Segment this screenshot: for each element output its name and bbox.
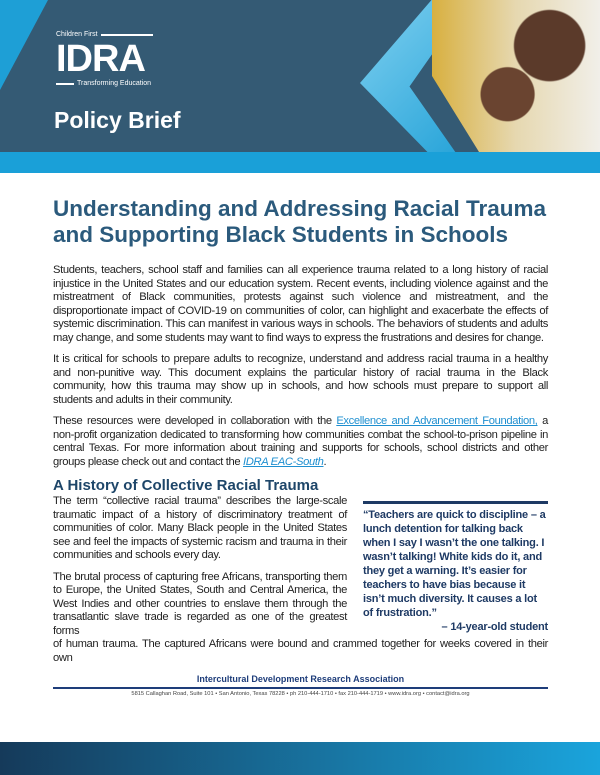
policy-brief-label: Policy Brief [54, 107, 181, 133]
students-photo [432, 0, 600, 152]
footer-band [0, 742, 600, 775]
banner-accent [0, 0, 48, 90]
idra-logo [56, 30, 153, 88]
section-columns [53, 495, 548, 638]
intro-paragraph-3 [53, 415, 548, 469]
logo-rule [56, 83, 74, 85]
intro-paragraph-2: It is critical for schools to prepare adults to recognize, understand and address racial trauma in a healthy and non-punitive way. This document explains the particular history of racial trauma in the Black community, how this trauma may show up in schools, and how schools must prepare to support all students and adults in their community. [53, 353, 548, 406]
header-banner [0, 0, 600, 173]
quote-text: “Teachers are quick to discipline – a lunch detention for talking back when I say I wasn’t the one talking. I wasn’t talking! White kids do it, and they get a warning. It’s easier for teachers to have bias because it isn’t much diversity. It causes a lot of frustration.” [363, 509, 546, 619]
section-body [53, 495, 347, 638]
footer-address: 5815 Callaghan Road, Suite 101 • San Antonio, Texas 78228 • ph 210-444-1710 • fax 210-444-1719 • www.idra.org • contact@idra.org [131, 691, 470, 697]
logo-tagline-bottom: Transforming Education [77, 80, 152, 87]
text: . [323, 455, 327, 468]
footer [53, 673, 548, 699]
logo-text: IDRA [56, 38, 145, 80]
excellence-foundation-link[interactable]: Excellence and Advancement Foundation, [336, 415, 538, 427]
document-title: Understanding and Addressing Racial Trauma and Supporting Black Students in Schools [53, 196, 547, 247]
text: These resources were developed in collaboration with the [53, 415, 337, 427]
footer-org-name: Intercultural Development Research Association [196, 674, 405, 684]
idra-eac-south-link[interactable]: IDRA EAC-South [243, 455, 324, 468]
intro-paragraph-1: Students, teachers, school staff and families can all experience trauma related to a long history of racial injustice in the United States and our education system. Recent events, including violence against and the mistreatment of Black communities, protests against such violence and mistreatment, and the disproportionate impact of COVID-19 on communities of color, can highlight and exacerbate the effects of systemic discrimination. This can manifest in various ways in schools. The behaviors of students and adults may change, and some students may want to find ways to express the frustrations and desires for change. [53, 264, 548, 344]
pull-quote [363, 501, 548, 634]
section-paragraph-1: The term “collective racial trauma” describes the large-scale traumatic impact of a history of discriminatory treatment of communities of color. Many Black people in the United States see and feel the impacts of systemic racism and trauma in their communities and schools every day. [53, 495, 347, 561]
section-paragraph-2: The brutal process of capturing free Africans, transporting them to Europe, the United States, South and Central America, the West Indies and other countries to enslave them through the transatlantic slave trade is regarded as one of the greatest forms [53, 570, 347, 637]
section-heading: A History of Collective Racial Trauma [53, 477, 319, 494]
document-body [0, 173, 600, 699]
banner-strip [0, 152, 600, 173]
logo-rule [101, 34, 153, 36]
footer-divider [53, 687, 548, 689]
section-continuation: of human trauma. The captured Africans were bound and crammed together for weeks covered in their own [53, 638, 548, 664]
text: a non-profit organization dedicated to transforming how communities combat the school-to-prison pipeline in central Texas. For more information about training and supports for schools, school districts and other groups please check out and contact the [53, 415, 548, 468]
logo-tagline-top: Children First [56, 31, 98, 38]
quote-attribution: – 14-year-old student [441, 621, 548, 633]
